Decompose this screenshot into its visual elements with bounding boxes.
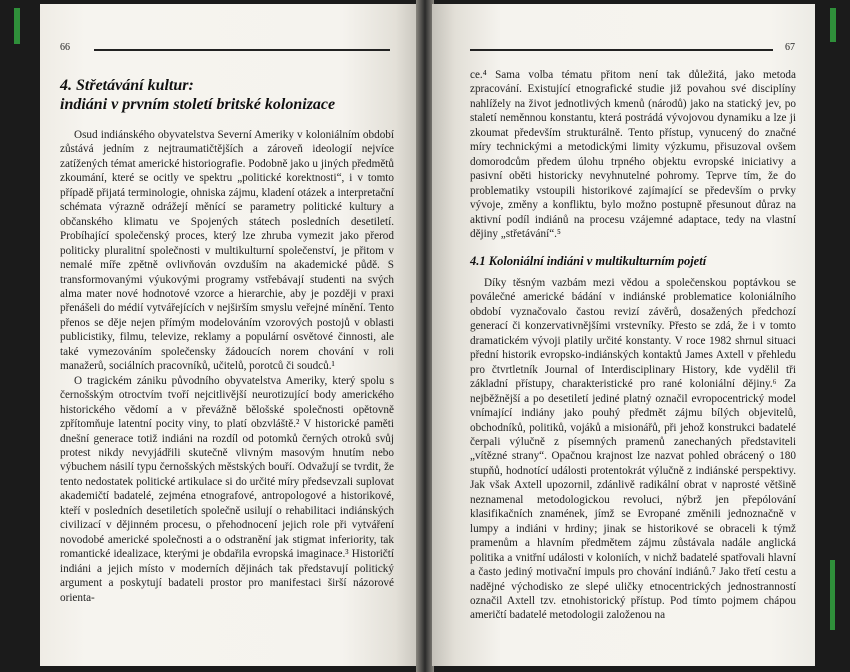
section-title: 4.1 Koloniální indiáni v multikulturním pojetí bbox=[470, 254, 707, 268]
chapter-title bbox=[60, 76, 335, 114]
right-body-text-section bbox=[470, 276, 796, 623]
right-edge-marker-lower bbox=[830, 560, 835, 630]
left-page bbox=[40, 4, 418, 666]
right-page-header bbox=[470, 42, 795, 56]
left-body-text bbox=[60, 128, 394, 605]
chapter-title-line1: 4. Střetávání kultur: bbox=[60, 77, 194, 94]
paragraph: ce.⁴ Sama volba tématu přitom není tak důležitá, jako metoda zpracování. Existující etnografické studie již povahou své disciplíny nahlížely na život jednotlivých kmenů (národů) jako na statický jev, po staletí neměnnou konstantu, která postrádá vývojovou dynamiku a lze ji zkoumat především strukturálně. Tento přístup, vynucený do značné míry technickými a metodickými limity výzkumu, přisuzoval ovšem domorodcům předem úlohu trpného objektu evropské iniciativy a pasivní oběti historicky nevyhnutelné pohromy. Teprve tím, že do problematiky vstoupili historikové zajímající se především o prvky vývoje, změny a konfliktu, bylo možno postupně přesunout důraz na aktivní podíl indiánů na procesu vzájemné adaptace, tedy na vlastní dějiny „střetávání“.⁵ bbox=[470, 69, 796, 240]
page-number: 66 bbox=[60, 42, 70, 53]
right-page bbox=[432, 4, 815, 666]
paragraph: Osud indiánského obyvatelstva Severní Ameriky v koloniálním období zůstává jedním z nejtraumatičtějších a zároveň ideologií nejvíce zatížených témat americké historiografie. Podobně jako u jiných předmětů zkoumání, které se ocitly ve spektru „politické korektnosti“, i v tomto případě přijatá terminologie, ohniska zájmu, kladení otázek a interpretační schémata výrazně odrážejí měnící se parametry politické kultury a občanského klimatu ve Spojených státech posledních desetiletí. Probíhající společenský proces, který lze zhruba vymezit jako přerod politicky pluralitní společnosti v multikulturní společenství, je přitom v nemalé míře zpětně ovlivňován ovzduším na akademické půdě. S transformovanými výukovými programy vstřebávají studenti na svých alma mater nové hodnotové vzorce a hierarchie, aby je později v praxi přenášeli do médií vytvářejících v nejširším smyslu veřejné mínění. Tento přenos se děje nejen přímým modelováním vzorových postojů v oblasti publicistiky, filmu, televize, reklamy a populární osvětové činnosti, ale také vymezováním společensky žádoucích norem chování v roli manažerů, sociálních pracovníků, učitelů, porotců či soudců.¹ bbox=[60, 129, 394, 373]
paragraph: Díky těsným vazbám mezi vědou a společenskou poptávkou se poválečné americké bádání v indiánské problematice koloniálního období vyznačovalo častou revizí závěrů, dosažených předchozí generací či konzervativnějšími vrstevníky. Přesto se zdá, že i v tomto dramatickém vývoji platily určité konstanty. V roce 1982 shrnul situaci přední historik evropsko-indiánských kontaktů James Axtell v přehledu pro čtvrtletník Journal of Interdisciplinary History, kde vydělil tři základní přístupy, charakteristické pro rané koloniální dějiny.⁶ Za nejběžnější a po desetiletí jediné platný označil evropocentrický model vnímající indiány jako pouhý předmět zájmu bílých objevitelů, obchodníků, politiků, vojáků a misionářů, při jehož konstrukci badatelé čerpali výlučně z písemných pramenů zanechaných představiteli „vítězné strany“. Opačnou krajnost lze nazvat pohled obrácený o 180 stupňů, hodnotící události protentokrát výlučně z indiánské perspektivy. Jak však Axtell upozornil, zdánlivě radikální obrat v naprosté většině neznamenal metodologickou revoluci, nýbrž jen přepólování klasifikačních znamének, jímž se Evropané změnili jednoznačně v lumpy a indiáni v hrdiny; jinak se historikové se obraceli k týmž pramenům a hlavním předmětem zájmu zůstávala nadále anglická politika a vnitřní události v koloniích, v nichž badatelé spatřovali hlavní a často jediný motivační impuls pro chování indiánů.⁷ Jako třetí cestu a nadějné východisko ze slepé uličky etnocentrických jednostranností označil Axtell tzv. etnohistorický přístup. Pod tímto pojmem chápou američtí badatelé metodologii založenou na bbox=[470, 277, 796, 622]
header-rule bbox=[94, 49, 390, 51]
right-edge-marker bbox=[830, 8, 836, 42]
chapter-title-line2: indiáni v prvním století britské kolonizace bbox=[60, 96, 336, 113]
right-body-text-top bbox=[470, 68, 796, 241]
header-rule bbox=[470, 49, 773, 51]
left-edge-marker bbox=[14, 8, 20, 44]
paragraph: O tragickém zániku původního obyvatelstva Ameriky, který spolu s černošským otroctvím tvoří nejcitlivější neurotizující body amerického historického vědomí a v převážně bělošské společnosti opětovně zpřítomňuje latentní pocity viny, to platí obzvláště.² V historické paměti dnešní generace totiž indiáni na rozdíl od potomků černých otroků svůj protest nikdy nevyjádřili skutečně vlivným masovým hnutím nebo výbuchem násilí typu černošských městských bouří. Odvažují se tvrdit, že tento nedostatek politické artikulace si do určité míry předsevzali suplovat akademičtí badatelé, zejména etnografové, antropologové a historikové, kteří v posledních desetiletích společně usilují o rehabilitaci indiánských civilizací v dějinném procesu, o přehodnocení jejich role při vytváření novodobé americké společnosti a o odstranění jak stigmat inferiority, tak romantické idealizace, kterými je obdařila evropská imaginace.³ Historičtí indiáni a jejich místo v moderních dějinách tak představují politický argument a poskytují badateli prostor pro manifestaci širší názorové orienta- bbox=[60, 374, 394, 604]
left-page-header bbox=[60, 42, 390, 56]
page-number: 67 bbox=[785, 42, 795, 53]
